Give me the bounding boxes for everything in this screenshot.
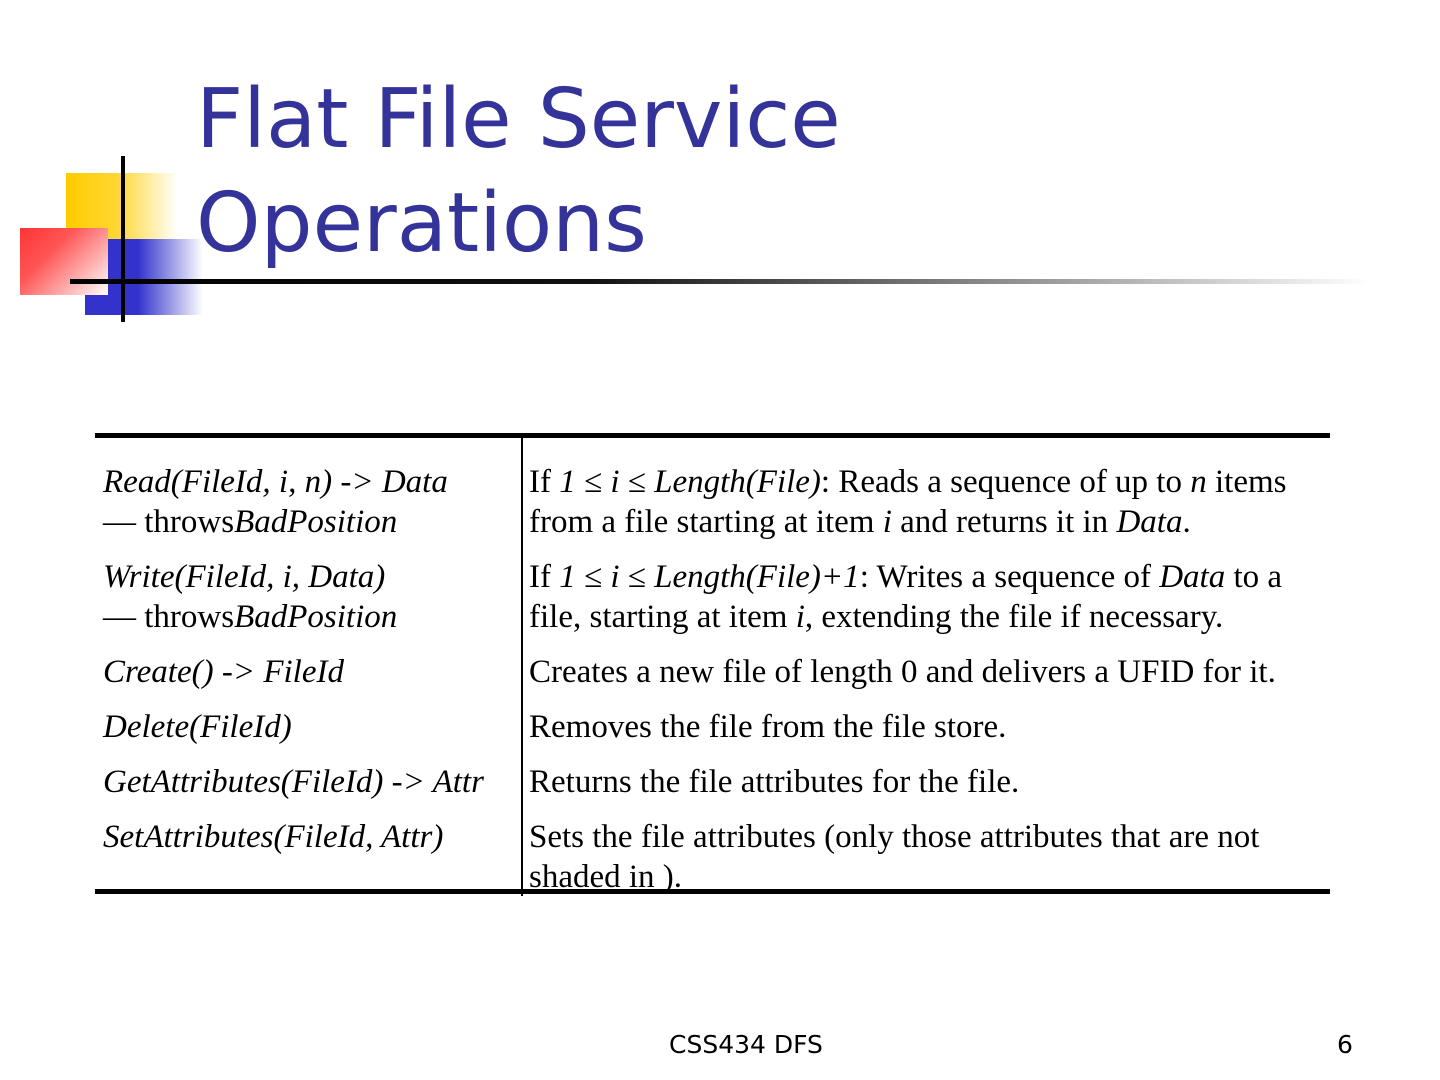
description-emphasis: 1 ≤ i ≤ Length(File)+1 [559,559,860,595]
description-text: Creates a new file of length 0 and delivers a UFID for it. [529,654,1276,690]
operation-description [529,462,1423,542]
operation-signature [103,707,529,747]
operation-description [529,817,1423,897]
description-text: Removes the file from the file store. [529,709,1007,745]
description-emphasis: Data [1159,559,1226,595]
description-text: shaded in ). [529,859,683,895]
signature-text: Write(FileId, i, Data) [103,559,386,595]
description-text: items [1206,464,1287,500]
description-emphasis: Data [1116,504,1183,540]
exception-name: BadPosition [234,599,398,635]
decor-vertical-line [121,156,125,322]
operation-signature [103,462,529,542]
description-text: to a [1225,559,1283,595]
description-text: : Reads a sequence of up to [820,464,1191,500]
throws-label: — throws [103,504,235,540]
description-emphasis: i [795,599,805,635]
operation-signature [103,762,529,802]
operation-signature [103,557,529,637]
operation-row [103,707,1423,747]
operation-row [103,462,1423,542]
description-text: . [1182,504,1191,540]
title-line-1: Flat File Service [196,72,841,167]
operation-row [103,652,1423,692]
throws-label: — throws [103,599,235,635]
description-text: Sets the file attributes (only those attributes that are not [529,819,1260,855]
description-emphasis: i [882,504,892,540]
title-line-2: Operations [196,176,647,271]
description-text: If [529,464,560,500]
operation-signature [103,652,529,692]
operations-table [103,462,1423,912]
operation-signature [103,817,529,897]
signature-text: SetAttributes(FileId, Attr) [103,819,444,855]
description-text: and returns it in [891,504,1117,540]
description-emphasis: n [1190,464,1207,500]
operation-row [103,762,1423,802]
signature-text: GetAttributes(FileId) -> Attr [103,764,484,800]
slide-title [196,68,841,276]
operation-description [529,707,1423,747]
signature-text: Create() -> FileId [103,654,344,690]
description-emphasis: 1 ≤ i ≤ Length(File) [559,464,821,500]
signature-text: Delete(FileId) [103,709,292,745]
description-text: Returns the file attributes for the file. [529,764,1020,800]
operation-description [529,652,1423,692]
description-text: : Writes a sequence of [859,559,1160,595]
description-text: , extending the file if necessary. [804,599,1224,635]
table-top-rule [95,433,1330,438]
operation-description [529,762,1423,802]
description-text: If [529,559,560,595]
description-text: from a file starting at item [529,504,883,540]
operation-row [103,557,1423,637]
description-text: file, starting at item [529,599,796,635]
operation-description [529,557,1423,637]
page-number: 6 [1337,1030,1353,1059]
footer-course: CSS434 DFS [669,1030,823,1059]
title-underline [70,279,1370,284]
exception-name: BadPosition [234,504,398,540]
operation-row [103,817,1423,897]
decor-red-square [20,228,108,295]
signature-text: Read(FileId, i, n) -> Data [103,464,448,500]
